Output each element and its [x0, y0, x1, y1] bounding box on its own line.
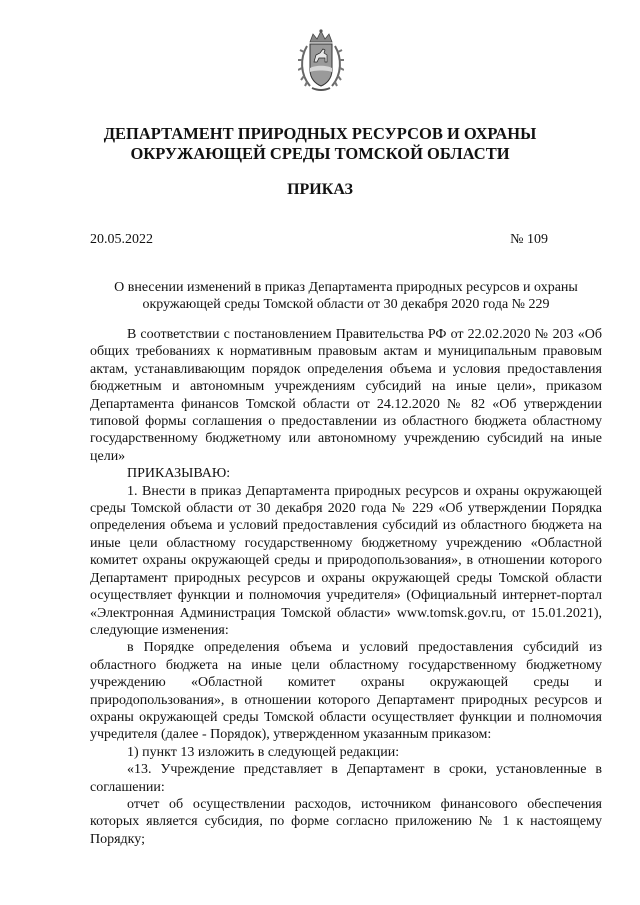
- order-body: [90, 326, 602, 848]
- order-verb: ПРИКАЗЫВАЮ:: [127, 466, 231, 482]
- title-line-1: ДЕПАРТАМЕНТ ПРИРОДНЫХ РЕСУРСОВ И ОХРАНЫ: [103, 124, 537, 143]
- department-title: [60, 124, 580, 164]
- title-line-2: ОКРУЖАЮЩЕЙ СРЕДЫ ТОМСКОЙ ОБЛАСТИ: [130, 144, 510, 163]
- coat-of-arms-icon: [298, 28, 344, 94]
- clause-13-paragraph: «13. Учреждение представляет в Департамент в сроки, установленные в соглашении:: [90, 762, 602, 795]
- procedure-paragraph: в Порядке определения объема и условий предоставления субсидий из областного бюджета на иные цели областному государственному бюджетному учреждению «Областной комитет охраны окружающей среды и природопользования», в отношении которого Департамент природных ресурсов и охраны окружающей среды Томской области осуществляет функции и полномочия учредителя (далее - Порядок), утвержденном указанным приказом:: [90, 640, 602, 743]
- item-1-paragraph: 1. Внести в приказ Департамента природных ресурсов и охраны окружающей среды Томской области от 30 декабря 2020 года № 229 «Об утверждении Порядка определения объема и условий предоставления субсидий из областного бюджета на иные цели областному государственному бюджетному учреждению «Областной комитет охраны окружающей среды и природопользования», в отношении которого Департамент природных ресурсов и охраны окружающей среды Томской области осуществляет функции и полномочия учредителя» (Официальный интернет-портал «Электронная Администрация Томской области» www.tomsk.gov.ru, от 15.01.2021), следующие изменения:: [90, 483, 602, 638]
- preamble-paragraph: В соответствии с постановлением Правительства РФ от 22.02.2020 № 203 «Об общих требованиях к нормативным правовым актам и муниципальным правовым актам, устанавливающим порядок определения объема и условия предоставления бюджетным и автономным учреждениям субсидий на иные цели», приказом Департамента финансов Томской области от 24.12.2020 № 82 «Об утверждении типовой формы соглашения о предоставлении из областного бюджета областному государственному бюджетному или автономному учреждению субсидий на иные цели»: [90, 327, 602, 464]
- subject-line-2: окружающей среды Томской области от 30 декабря 2020 года № 229: [142, 297, 550, 312]
- subject-line-1: О внесении изменений в приказ Департамента природных ресурсов и охраны: [114, 280, 578, 295]
- report-paragraph: отчет об осуществлении расходов, источником финансового обеспечения которых является субсидия, по форме согласно приложению № 1 к настоящему Порядку;: [90, 796, 602, 847]
- document-type: ПРИКАЗ: [287, 181, 353, 198]
- order-number: № 109: [510, 232, 548, 247]
- order-date: 20.05.2022: [90, 232, 153, 247]
- subitem-1-paragraph: 1) пункт 13 изложить в следующей редакции:: [127, 744, 400, 760]
- order-subject: [90, 279, 602, 313]
